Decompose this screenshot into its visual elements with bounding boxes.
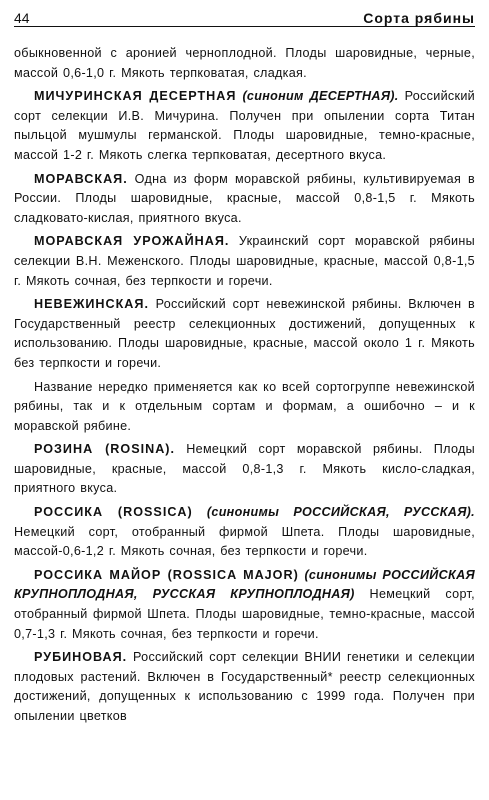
variety-name: МОРАВСКАЯ. xyxy=(34,171,128,186)
entry-paragraph xyxy=(14,170,475,229)
section-title: Сорта рябины xyxy=(363,10,475,26)
entry-paragraph xyxy=(14,440,475,499)
entry-text: Немецкий сорт моравской рябины. Плоды шаровидные, красные, массой 0,8-1,3 г. Мякоть кисло-сладкая, приятного вкуса. xyxy=(14,442,475,496)
variety-name: РУБИНОВАЯ. xyxy=(34,650,128,665)
entry-text: Название нередко применяется как ко всей сортогруппе невежинской рябины, так и к отдельным сортам и формам, а ошибочно – и к моравской рябине. xyxy=(14,379,475,433)
entry-paragraph xyxy=(14,44,475,83)
entry-paragraph xyxy=(14,566,475,644)
entry-paragraph xyxy=(14,503,475,562)
entry-text: Одна из форм моравской рябины, культивируемая в России. Плоды шаровидные, красные, массой 0,8-1,5 г. Мякоть сладковато-кислая, приятного вкуса. xyxy=(14,171,475,225)
entry-text: Немецкий сорт, отобранный фирмой Шпета. Плоды шаровидные, массой-0,6-1,2 г. Мякоть сочная, без терпкости и горечи. xyxy=(14,524,475,559)
entry-paragraph xyxy=(14,87,475,165)
entry-text: Российский сорт невежинской рябины. Включен в Государственный реестр селекционных достижений, допущенных к использованию. Плоды шаровидные, красные, массой около 1 г. Мякоть без терпкости и горечи. xyxy=(14,297,475,370)
entry-text: Украинский сорт моравской рябины селекции В.Н. Меженского. Плоды шаровидные, красные, массой 0,8-1,5 г. Мякоть сочная, без терпкости и горечи. xyxy=(14,234,475,288)
entry-text: Российский сорт селекции И.В. Мичурина. Получен при опылении сорта Титан пыльцой мушмулы германской. Плоды шаровидные, темно-красные, массой 1-2 г. Мякоть слегка терпковатая, десертного вкуса. xyxy=(14,89,475,162)
variety-name: МОРАВСКАЯ УРОЖАЙНАЯ. xyxy=(34,234,230,249)
entry-paragraph xyxy=(14,648,475,726)
variety-synonym: (синонимы РОССИЙСКАЯ, РУССКАЯ). xyxy=(206,505,475,520)
variety-synonym: (синоним ДЕСЕРТНАЯ). xyxy=(242,89,399,104)
page-body xyxy=(14,44,475,731)
entry-text: обыкновенной с аронией черноплодной. Плоды шаровидные, черные, массой 0,6-1,0 г. Мякоть терпковатая, сладкая. xyxy=(14,46,475,80)
variety-name: МИЧУРИНСКАЯ ДЕСЕРТНАЯ xyxy=(34,89,237,104)
entry-text: Российский сорт селекции ВНИИ генетики и селекции плодовых растений. Включен в Государственный* реестр селекционных достижений, допущенных к использованию с 1999 года. Получен при опылении цветков xyxy=(14,650,475,723)
running-header xyxy=(14,4,475,27)
variety-name: РОССИКА МАЙОР (ROSSICA MAJOR) xyxy=(34,567,299,582)
variety-name: НЕВЕЖИНСКАЯ. xyxy=(34,297,149,312)
variety-name: РОЗИНА (ROSINA). xyxy=(34,442,175,457)
entry-paragraph xyxy=(14,232,475,291)
entry-paragraph xyxy=(14,295,475,373)
page-number: 44 xyxy=(14,10,30,26)
entry-text: Немецкий сорт, отобранный фирмой Шпета. Плоды шаровидные, темно-красные, массой 0,7-1,3 г. Мякоть сочная, без терпкости и горечи. xyxy=(14,587,475,641)
entry-paragraph xyxy=(14,378,475,437)
variety-name: РОССИКА (ROSSICA) xyxy=(34,505,193,520)
variety-synonym: (синонимы РОССИЙСКАЯ КРУПНОПЛОДНАЯ, РУССКАЯ КРУПНОПЛОДНАЯ) xyxy=(14,567,475,602)
